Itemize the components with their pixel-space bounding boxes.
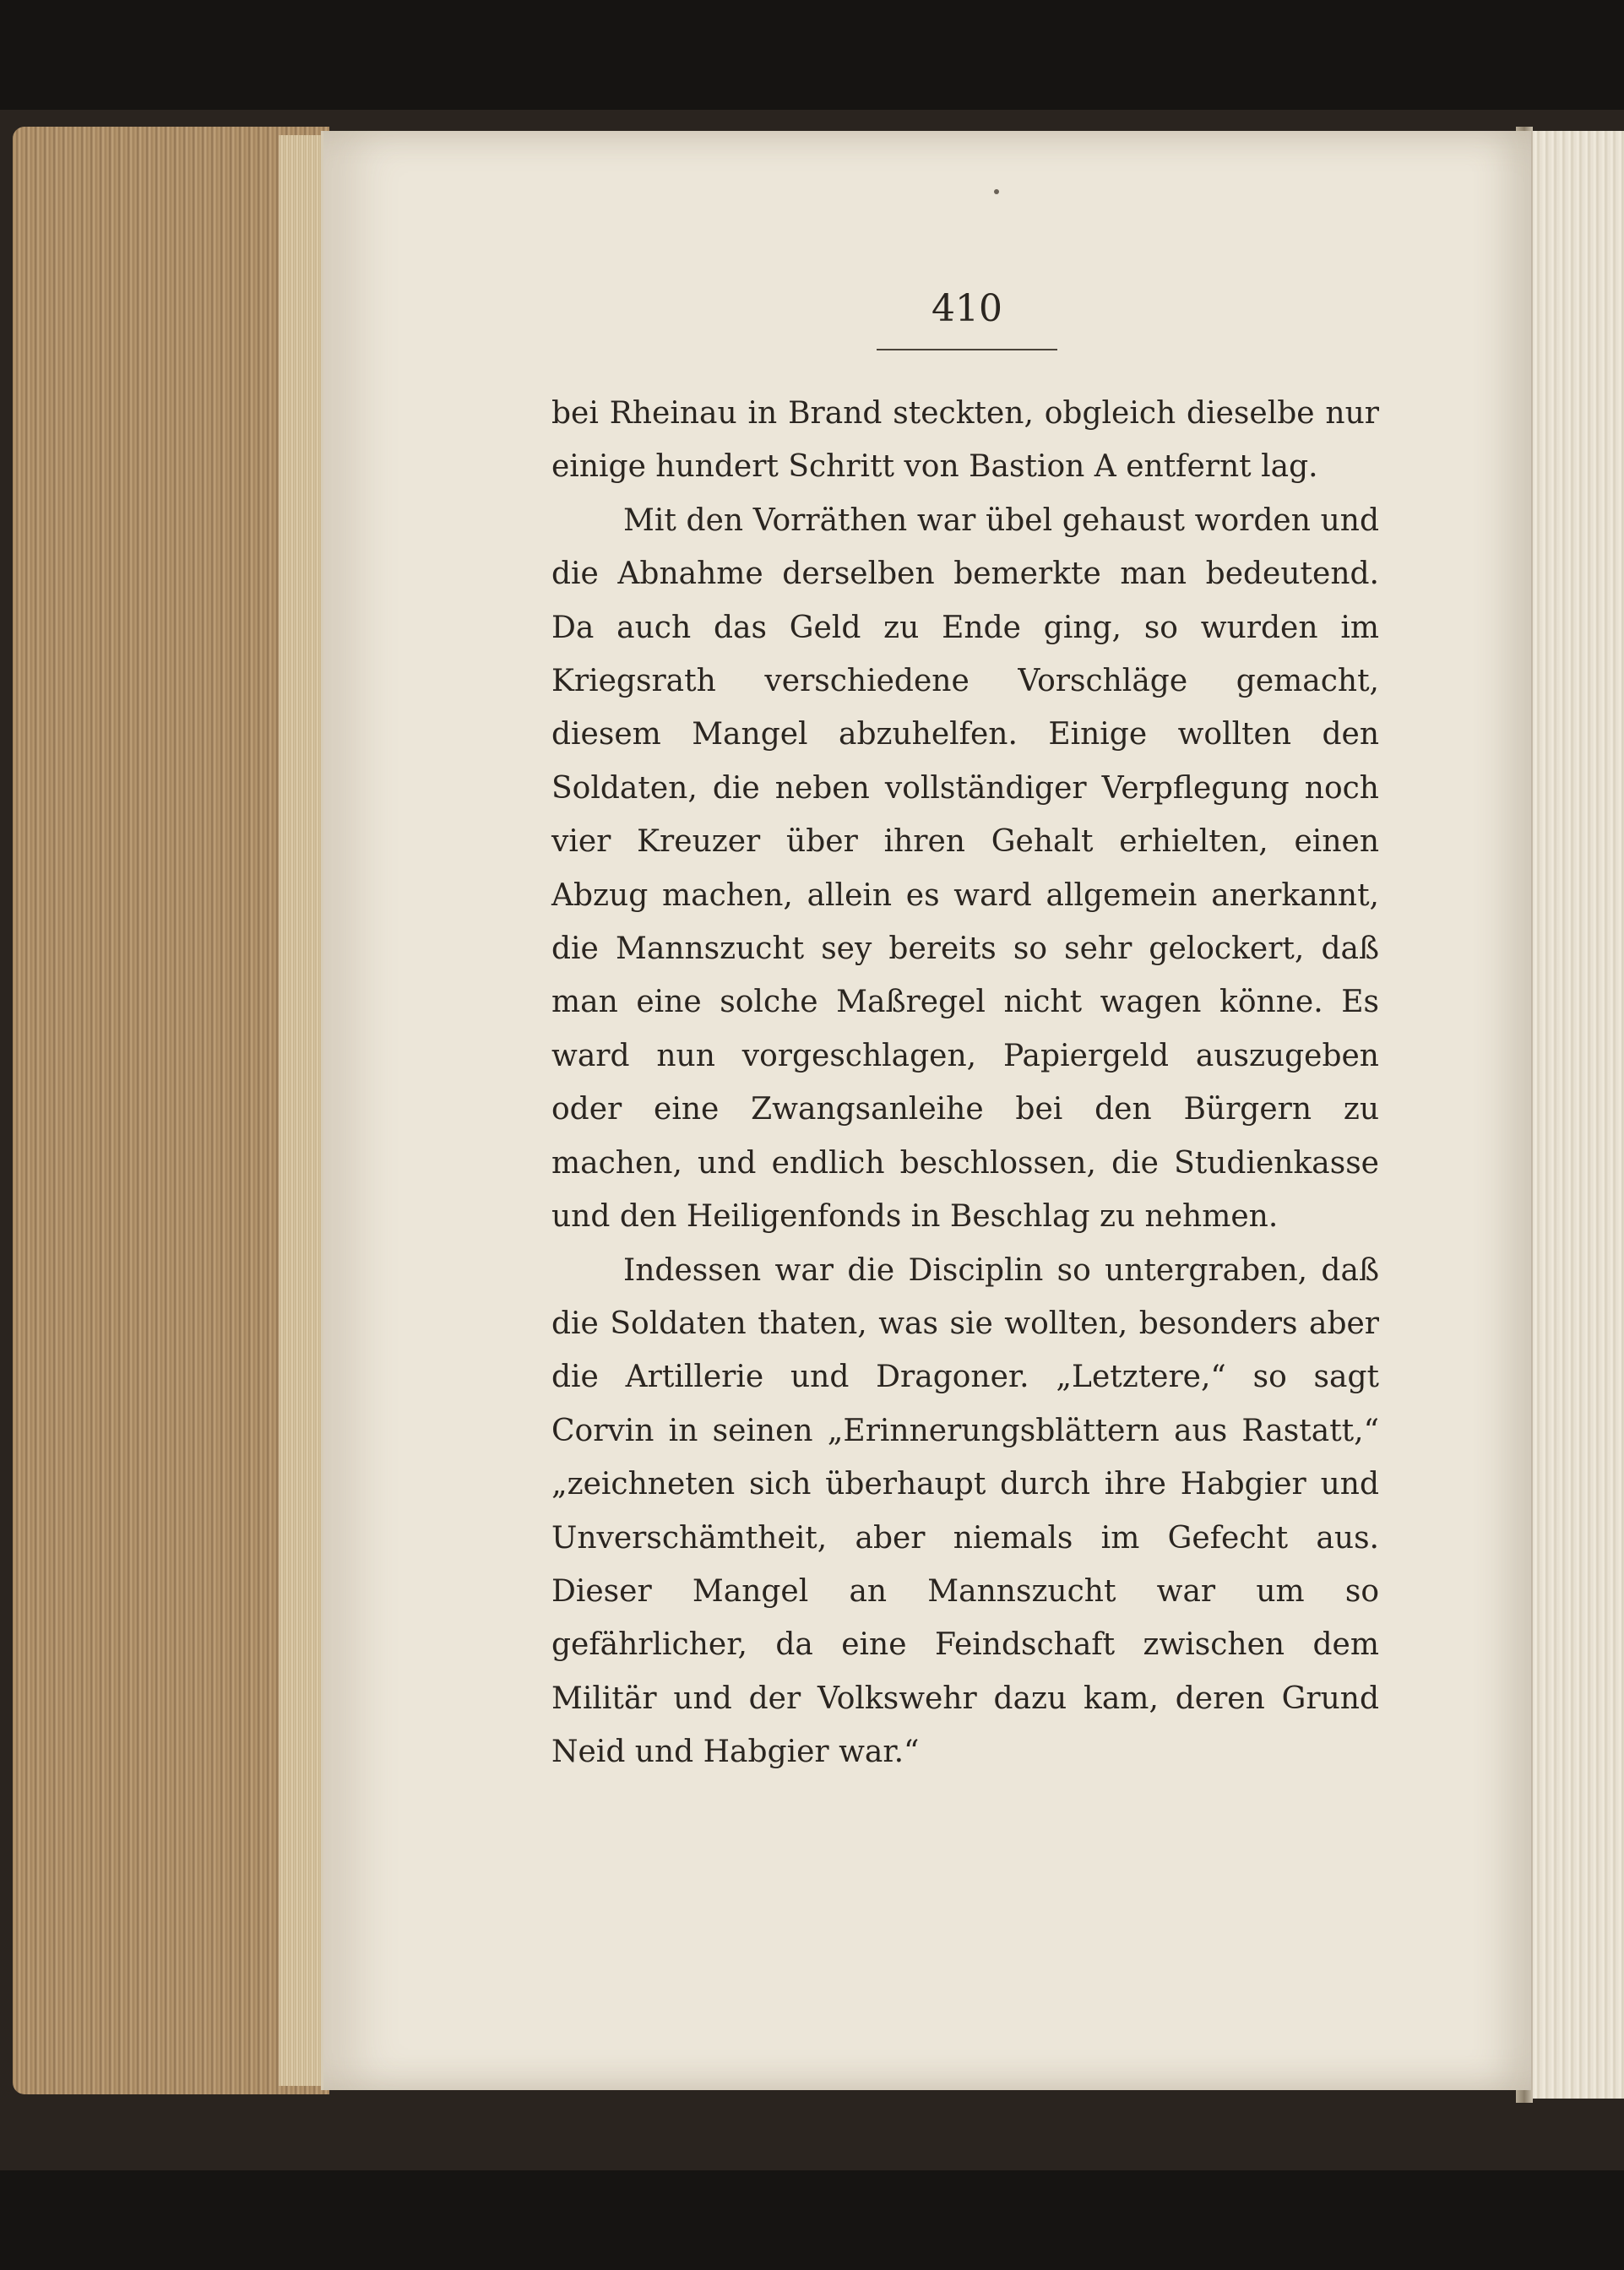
page-body-text	[551, 387, 1379, 1779]
paragraph: bei Rheinau in Brand steckten, obgleich dieselbe nur einige hundert Schritt von Bastion A entfernt lag.	[551, 396, 1379, 485]
paragraph: Indessen war die Disciplin so untergraben, daß die Soldaten thaten, was sie wollten, besonders aber die Artillerie und Dragoner. „Letztere,“ so sagt Corvin in seinen „Erinnerungsblättern aus Rastatt,“ „zeichneten sich überhaupt durch ihre Habgier und Unverschämtheit, aber niemals im Gefecht aus. Dieser Mangel an Mannszucht war um so gefährlicher, da eine Feindschaft zwischen dem Militär und der Volkswehr dazu kam, deren Grund Neid und Habgier war.“	[551, 1252, 1379, 1770]
ink-dot	[994, 189, 999, 194]
header-rule	[877, 349, 1057, 350]
paragraph: Mit den Vorräthen war übel gehaust worden und die Abnahme derselben bemerkte man bedeutend. Da auch das Geld zu Ende ging, so wurden im Kriegsrath verschiedene Vorschläge gemacht, diesem Mangel abzuhelfen. Einige wollten den Soldaten, die neben vollständiger Verpflegung noch vier Kreuzer über ihren Gehalt erhielten, einen Abzug machen, allein es ward allgemein anerkannt, die Mannszucht sey bereits so sehr gelockert, daß man eine solche Maßregel nicht wagen könne. Es ward nun vorgeschlagen, Papiergeld auszugeben oder eine Zwangsanleihe bei den Bürgern zu machen, und endlich beschlossen, die Studienkasse und den Heiligenfonds in Beschlag zu nehmen.	[551, 502, 1379, 1235]
page-number: 410	[931, 287, 1002, 330]
right-page-stack	[1524, 131, 1624, 2099]
